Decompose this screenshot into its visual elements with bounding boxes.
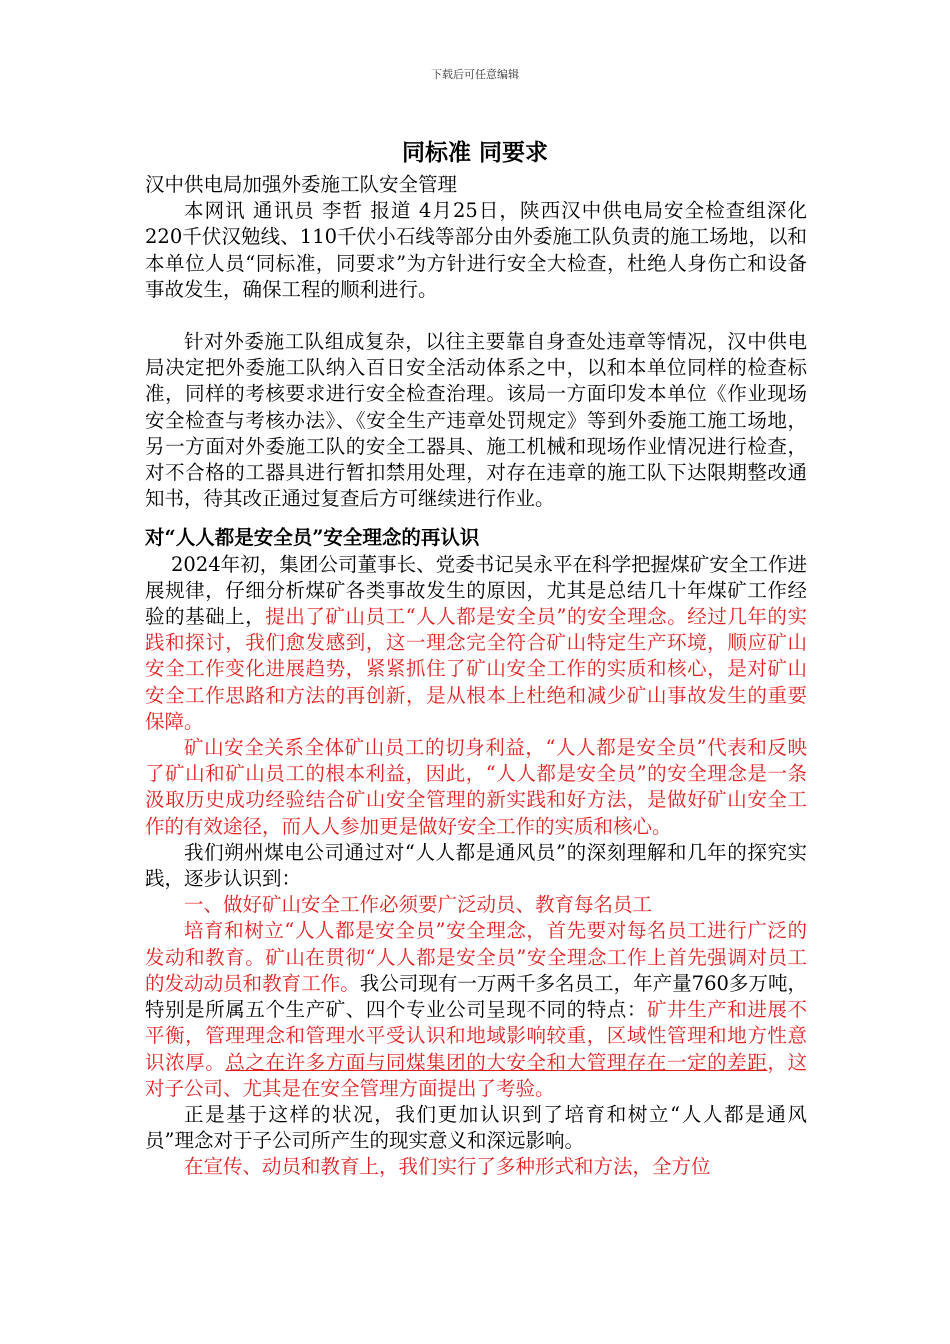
paragraph-text: 2024年初，集团公司董事长、党委书记吴永平在科学把握煤矿安全工作进展规律，仔细分析煤矿各类事故发生的原因，尤其是总结几十年煤矿工作经验的基础上， (145, 552, 807, 629)
article2-paragraph-2: 矿山安全关系全体矿山员工的切身利益，“人人都是安全员”代表和反映了矿山和矿山员工的根本利益，因此，“人人都是安全员”的安全理念是一条汲取历史成功经验结合矿山安全管理的新实践和好方法，是做好矿山安全工作的有效途径，而人人参加更是做好安全工作的实质和核心。 (145, 736, 807, 838)
article2-paragraph-4 (145, 918, 807, 1101)
article1-headline: 汉中供电局加强外委施工队安全管理 (145, 173, 458, 196)
spacer (145, 512, 807, 525)
article2-paragraph-6: 在宣传、动员和教育上，我们实行了多种形式和方法，全方位 (184, 1155, 711, 1179)
article2-paragraph-5: 正是基于这样的状况，我们更加认识到了培育和树立“人人都是通风员”理念对于子公司所产生的现实意义和深远影响。 (145, 1102, 807, 1153)
paragraph-text: 我公司现有一万两千多名员工，年产量760多万吨，特别是所属五个生产矿、四个专业公司呈现不同的特点： (145, 971, 807, 1022)
highlighted-text: ，这对子公司、尤其是在安全管理方面提出了考验。 (145, 1050, 807, 1100)
highlighted-text: 培育和树立“人人都是安全员”安全理念，首先要对每名员工进行广泛的发动和教育。矿山在贯彻“人人都是安全员”安全理念工作上首先强调对员工的发动动员和教育工作。 (145, 919, 807, 995)
section-heading-1: 一、做好矿山安全工作必须要广泛动员、教育每名员工 (184, 893, 653, 917)
highlighted-text: 提出了矿山员工“人人都是安全员”的安全理念。经过几年的实践和探讨，我们愈发感到，这一理念完全符合矿山特定生产环境，顺应矿山安全工作变化进展趋势，紧紧抓住了矿山安全工作的实质和核心，是对矿山安全工作思路和方法的再创新，是从根本上杜绝和减少矿山事故发生的重要保障。 (145, 605, 807, 733)
highlighted-text: 矿井生产和进展不平衡，管理理念和管理水平受认识和地域影响较重，区域性管理和地方性意识浓厚。 (145, 998, 807, 1074)
article2-paragraph-1 (145, 552, 807, 735)
page-title: 同标准 同要求 (401, 139, 548, 166)
spacer (145, 303, 807, 329)
document-body (145, 172, 807, 1181)
article2-title: 对“人人都是安全员”安全理念的再认识 (145, 526, 480, 550)
article1-paragraph-1: 本网讯 通讯员 李哲 报道 4月25日，陕西汉中供电局安全检查组深化220千伏汉勉线、110千伏小石线等部分由外委施工队负责的施工场地，以和本单位人员“同标准，同要求”为方针进行安全大检查，杜绝人身伤亡和设备事故发生，确保工程的顺利进行。 (145, 199, 807, 301)
header-note: 下载后可任意编辑 (431, 68, 519, 81)
article1-paragraph-2: 针对外委施工队组成复杂，以往主要靠自身查处违章等情况，汉中供电局决定把外委施工队纳入百日安全活动体系之中，以和本单位同样的检查标准，同样的考核要求进行安全检查治理。该局一方面印发本单位《作业现场安全检查与考核办法》、《安全生产违章处罚规定》等到外委施工施工场地，另一方面对外委施工队的安全工器具、施工机械和现场作业情况进行检查，对不合格的工器具进行暂扣禁用处理，对存在违章的施工队下达限期整改通知书，待其改正通过复查后方可继续进行作业。 (145, 330, 807, 511)
underlined-highlighted-text: 总之在许多方面与同煤集团的大安全和大管理存在一定的差距 (225, 1050, 768, 1074)
article2-paragraph-3: 我们朔州煤电公司通过对“人人都是通风员”的深刻理解和几年的探究实践，逐步认识到： (145, 840, 807, 891)
